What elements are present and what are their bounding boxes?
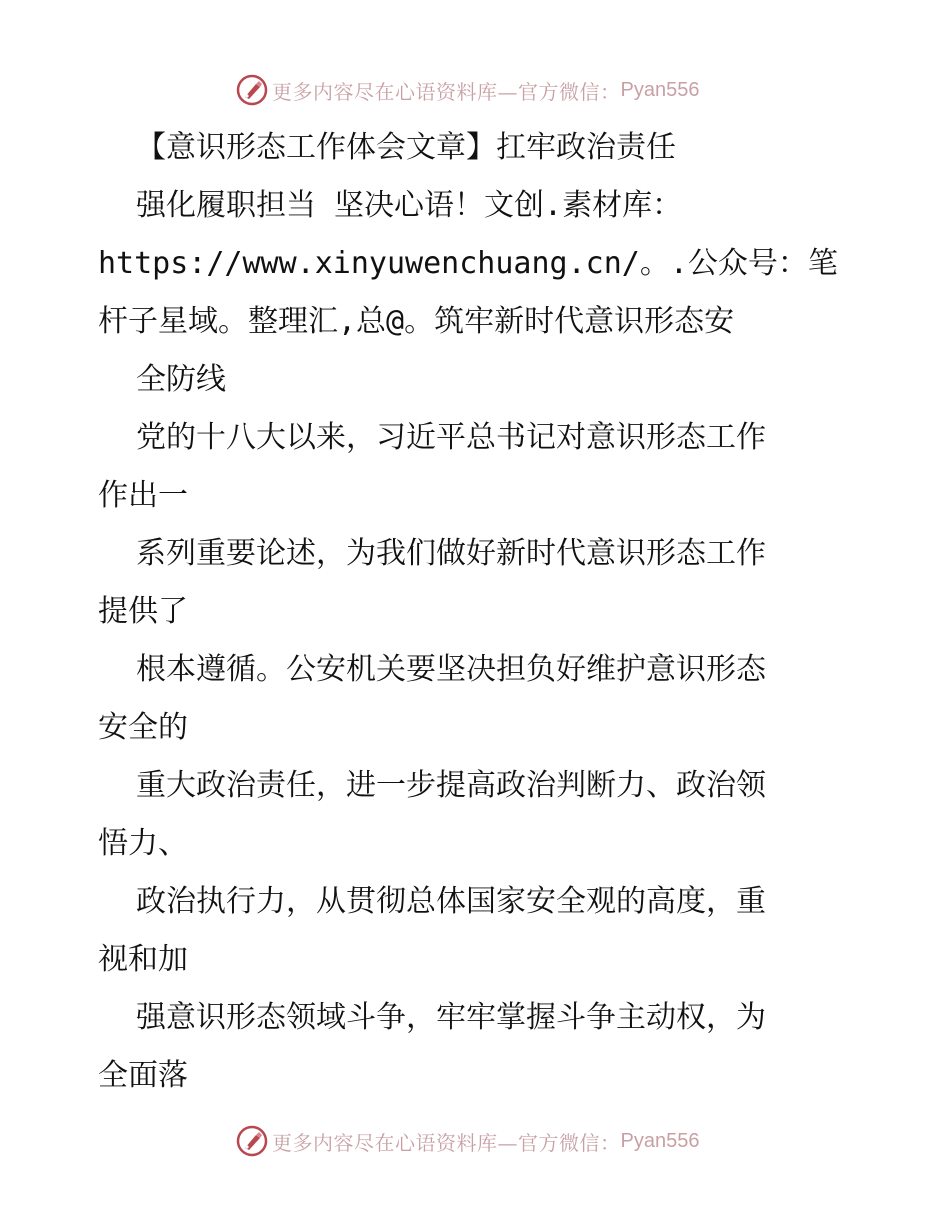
text-line: 强化履职担当 坚决心语！文创.素材库： bbox=[136, 188, 683, 223]
text-line: 提供了 bbox=[98, 594, 188, 629]
header-watermark bbox=[236, 73, 699, 107]
text-line: 强意识形态领域斗争，牢牢掌握斗争主动权，为 bbox=[136, 1000, 766, 1035]
text-line: 全防线 bbox=[136, 362, 226, 397]
pen-nib-logo-icon bbox=[236, 1125, 268, 1157]
text-line: 系列重要论述，为我们做好新时代意识形态工作 bbox=[136, 536, 766, 571]
text-line: 视和加 bbox=[98, 942, 188, 977]
text-line: https://www.xinyuwenchuang.cn/。.公众号：笔 bbox=[98, 246, 838, 281]
text-line: 根本遵循。公安机关要坚决担负好维护意识形态 bbox=[136, 652, 766, 687]
text-line: 安全的 bbox=[98, 710, 188, 745]
watermark-wechat-id: Pyan556 bbox=[620, 1129, 700, 1152]
footer-watermark bbox=[236, 1124, 699, 1158]
watermark-text: 更多内容尽在心语资料库—官方微信： bbox=[272, 1130, 621, 1155]
text-line: 悟力、 bbox=[98, 826, 188, 861]
document-title: 【意识形态工作体会文章】扛牢政治责任 bbox=[136, 130, 676, 165]
text-line: 作出一 bbox=[98, 478, 188, 513]
document-body bbox=[98, 119, 898, 1105]
text-line: 重大政治责任，进一步提高政治判断力、政治领 bbox=[136, 768, 766, 803]
pen-nib-logo-icon bbox=[236, 74, 268, 106]
text-line: 政治执行力，从贯彻总体国家安全观的高度，重 bbox=[136, 884, 766, 919]
watermark-text: 更多内容尽在心语资料库—官方微信： bbox=[272, 79, 621, 104]
text-line: 杆子星域。整理汇,总@。筑牢新时代意识形态安 bbox=[98, 304, 735, 339]
watermark-wechat-id: Pyan556 bbox=[620, 78, 700, 101]
text-line: 全面落 bbox=[98, 1058, 188, 1093]
text-line: 党的十八大以来，习近平总书记对意识形态工作 bbox=[136, 420, 766, 455]
